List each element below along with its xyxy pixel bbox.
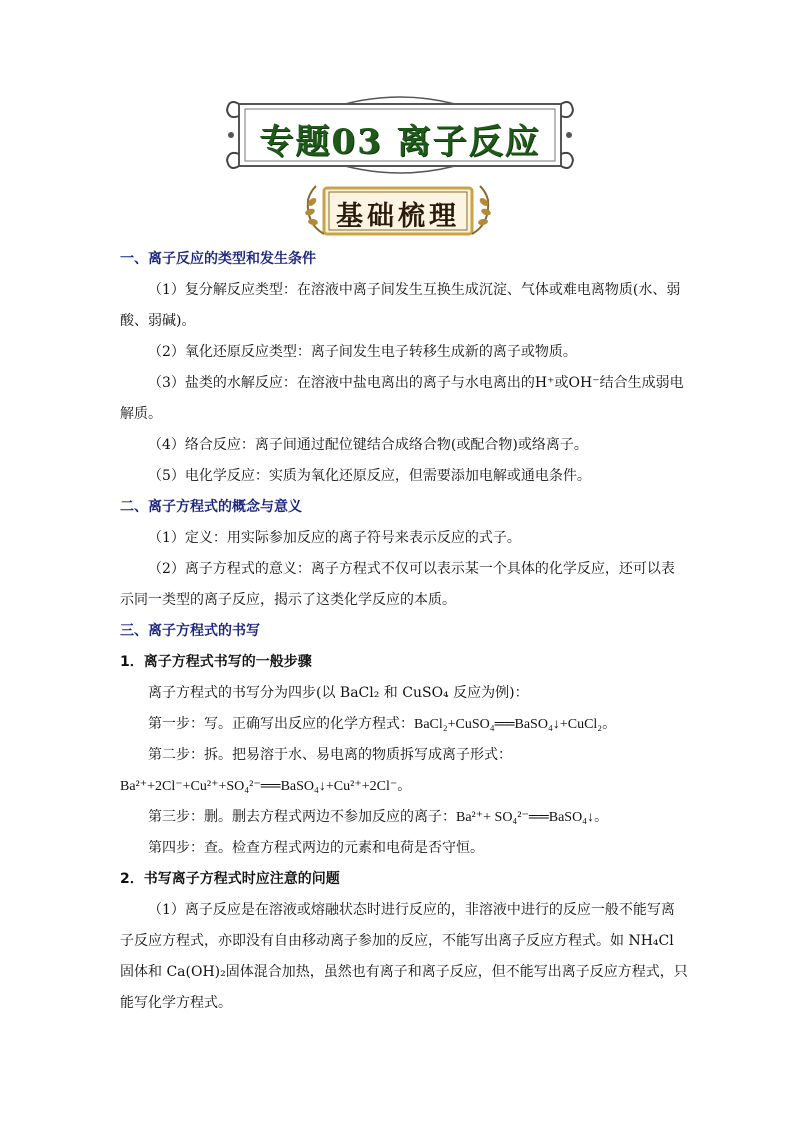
step-2: 第二步：拆。把易溶于水、易电离的物质拆写成离子形式： bbox=[148, 747, 512, 763]
paragraph: 固体和 Ca(OH)₂固体混合加热，虽然也有离子和离子反应，但不能写出离子反应方程式，只 bbox=[120, 964, 688, 980]
paragraph: 子反应方程式，亦即没有自由移动离子参加的反应，不能写出离子反应方程式。如 NH₄Cl bbox=[120, 933, 674, 949]
subsection-1-heading: 1．离子方程式书写的一般步骤 bbox=[120, 654, 312, 670]
paragraph: 酸、弱碱)。 bbox=[120, 313, 196, 329]
step-2-equation: Ba²⁺+2Cl⁻+Cu²⁺+SO₄²⁻══BaSO₄↓+Cu²⁺+2Cl⁻。 bbox=[120, 779, 412, 794]
paragraph: （2）离子方程式的意义：离子方程式不仅可以表示某一个具体的化学反应，还可以表 bbox=[148, 561, 675, 577]
title-banner bbox=[225, 96, 575, 174]
paragraph: （3）盐类的水解反应：在溶液中盐电离出的离子与水电离出的H⁺或OH⁻结合生成弱电 bbox=[148, 375, 684, 391]
paragraph: 解质。 bbox=[120, 406, 162, 422]
document-body bbox=[120, 244, 688, 1019]
badge-label: 基础梳理 bbox=[336, 201, 460, 232]
step-4: 第四步：查。检查方程式两边的元素和电荷是否守恒。 bbox=[148, 840, 484, 856]
paragraph: （1）离子反应是在溶液或熔融状态时进行反应的，非溶液中进行的反应一般不能写离 bbox=[148, 902, 675, 918]
paragraph: （1）定义：用实际参加反应的离子符号来表示反应的式子。 bbox=[148, 530, 521, 546]
section-3-heading: 三、离子方程式的书写 bbox=[120, 623, 260, 639]
paragraph: 示同一类型的离子反应，揭示了这类化学反应的本质。 bbox=[120, 592, 456, 608]
step-1: 第一步：写。正确写出反应的化学方程式：BaCl₂+CuSO₄══BaSO₄↓+CuCl₂。 bbox=[148, 717, 617, 732]
section-badge bbox=[300, 182, 496, 240]
paragraph: （1）复分解反应类型：在溶液中离子间发生互换生成沉淀、气体或难电离物质(水、弱 bbox=[148, 282, 681, 298]
section-1-heading: 一、离子反应的类型和发生条件 bbox=[120, 251, 316, 267]
subsection-2-heading: 2．书写离子方程式时应注意的问题 bbox=[120, 871, 340, 887]
paragraph: （2）氧化还原反应类型：离子间发生电子转移生成新的离子或物质。 bbox=[148, 344, 577, 360]
paragraph: （4）络合反应：离子间通过配位键结合成络合物(或配合物)或络离子。 bbox=[148, 437, 588, 453]
paragraph: 能写化学方程式。 bbox=[120, 995, 232, 1011]
paragraph: （5）电化学反应：实质为氧化还原反应，但需要添加电解或通电条件。 bbox=[148, 468, 591, 484]
page-title: 专题03 离子反应 bbox=[259, 122, 541, 162]
step-3: 第三步：删。删去方程式两边不参加反应的离子：Ba²⁺+ SO₄²⁻══BaSO₄↓。 bbox=[148, 810, 609, 825]
paragraph: 离子方程式的书写分为四步(以 BaCl₂ 和 CuSO₄ 反应为例)： bbox=[148, 685, 529, 701]
section-2-heading: 二、离子方程式的概念与意义 bbox=[120, 499, 302, 515]
